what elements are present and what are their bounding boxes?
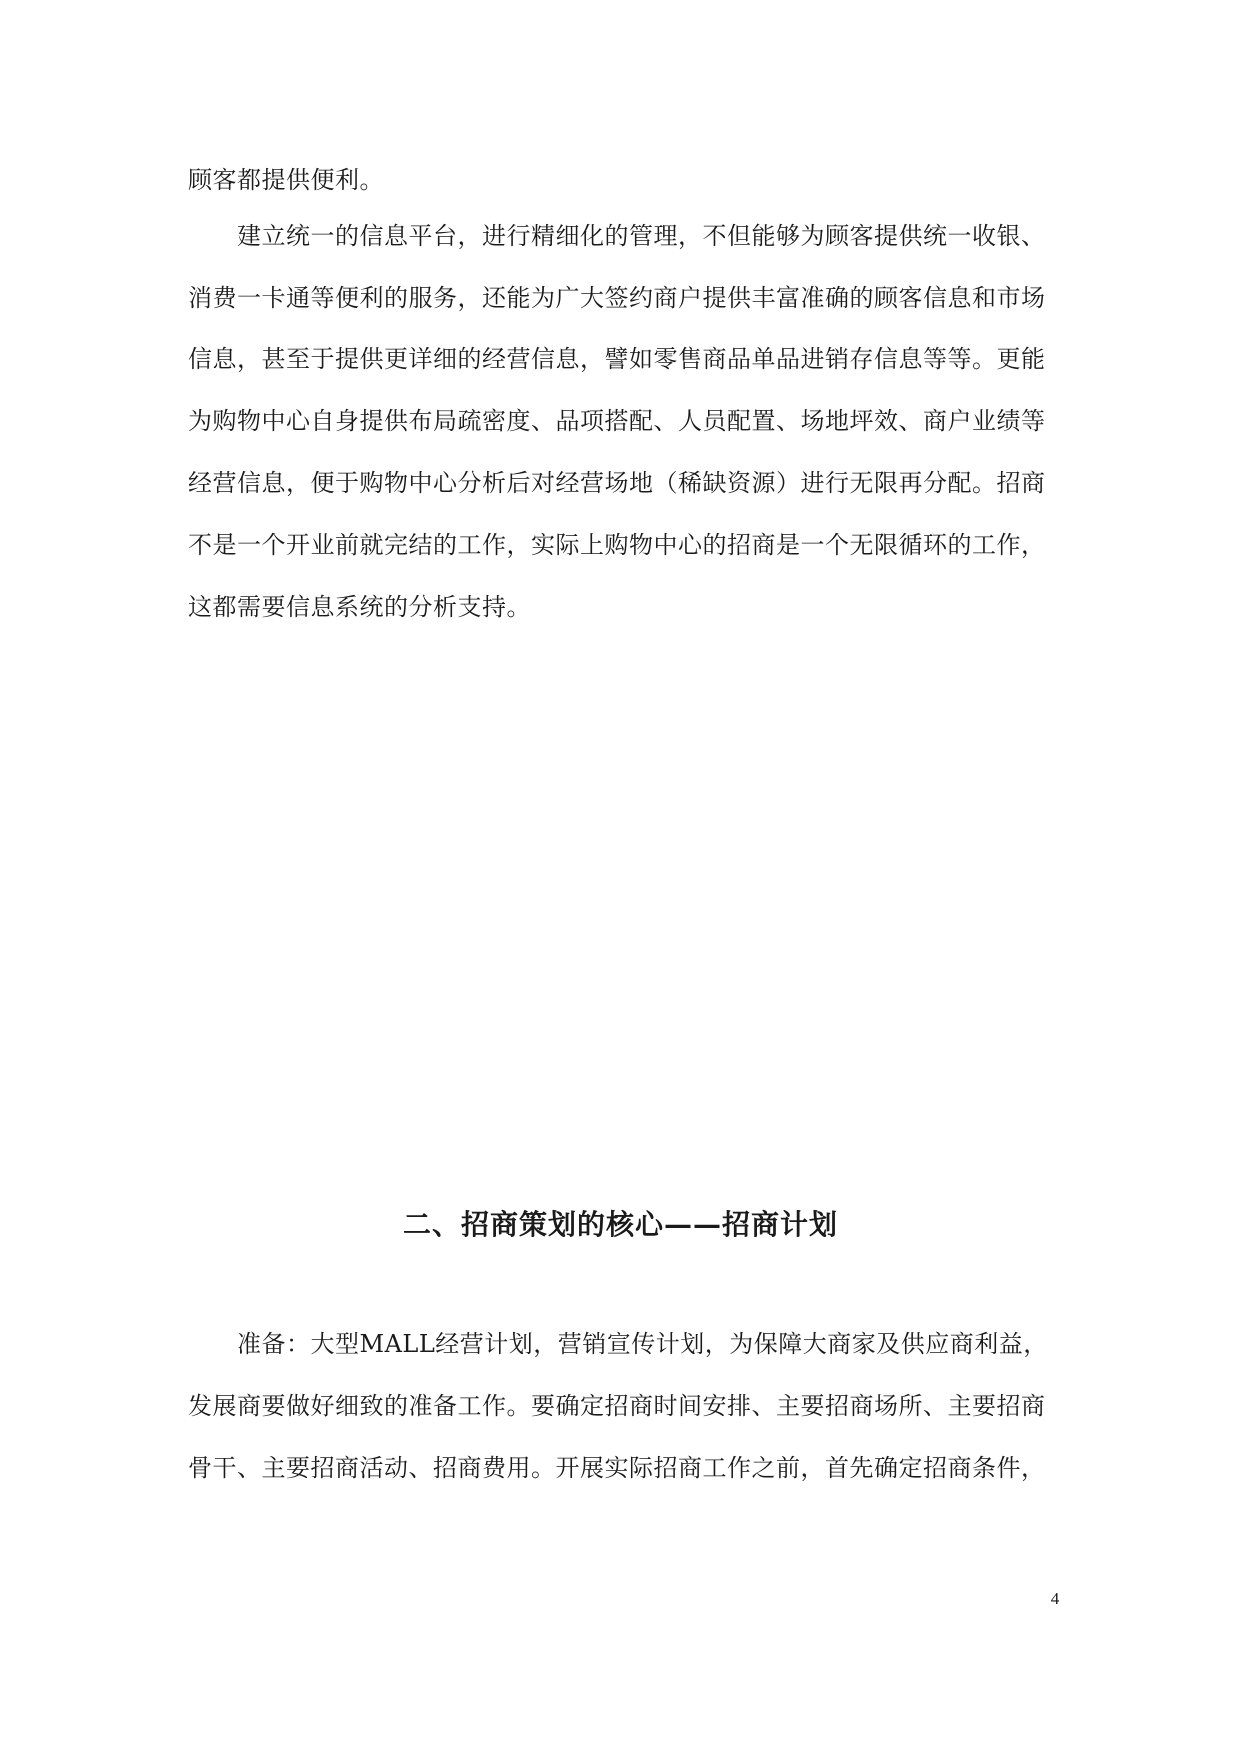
paragraph-2-line-1: 建立统一的信息平台，进行精细化的管理，不但能够为顾客提供统一收银、 [237,222,1046,250]
paragraph-1-line-1: 顾客都提供便利。 [188,166,384,194]
paragraph-2-line-3: 信息，甚至于提供更详细的经营信息，譬如零售商品单品进销存信息等等。更能 [188,345,1046,373]
paragraph-2-line-7: 这都需要信息系统的分析支持。 [188,593,531,621]
paragraph-2-line-4: 为购物中心自身提供布局疏密度、品项搭配、人员配置、场地坪效、商户业绩等 [188,407,1046,435]
paragraph-2-line-5: 经营信息，便于购物中心分析后对经营场地（稀缺资源）进行无限再分配。招商 [188,469,1046,497]
section-heading: 二、招商策划的核心——招商计划 [402,1208,838,1241]
page-number: 4 [1050,1589,1060,1608]
paragraph-3-line-3: 骨干、主要招商活动、招商费用。开展实际招商工作之前，首先确定招商条件， [188,1454,1046,1482]
paragraph-2-line-6: 不是一个开业前就完结的工作，实际上购物中心的招商是一个无限循环的工作， [188,531,1046,559]
paragraph-2-line-2: 消费一卡通等便利的服务，还能为广大签约商户提供丰富准确的顾客信息和市场 [188,284,1046,312]
paragraph-3-line-2: 发展商要做好细致的准备工作。要确定招商时间安排、主要招商场所、主要招商 [188,1392,1046,1420]
paragraph-3-line-1: 准备：大型MALL经营计划，营销宣传计划，为保障大商家及供应商利益， [237,1330,1048,1358]
